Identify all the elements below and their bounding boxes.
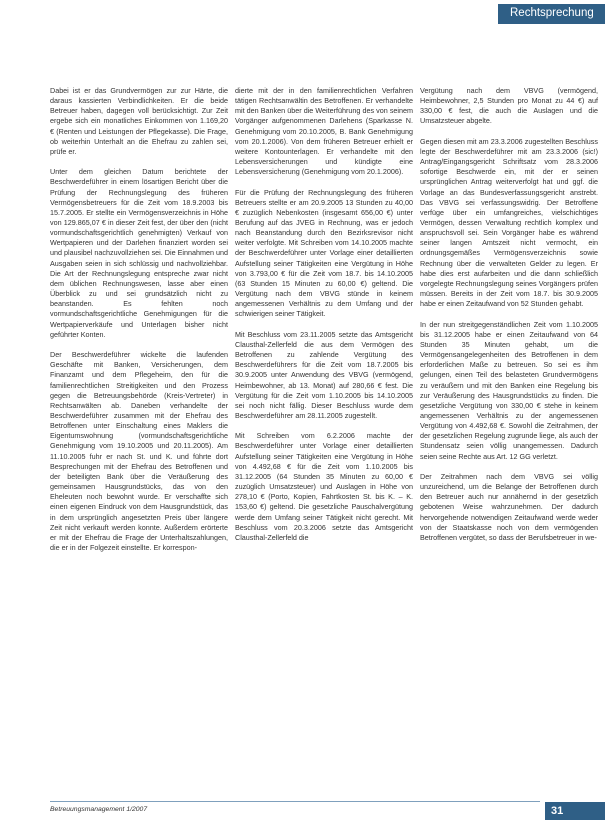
text-column-3 (420, 86, 598, 553)
text-column-1 (50, 86, 228, 563)
page-number-badge (545, 802, 605, 820)
paragraph: Vergütung nach dem VBVG (vermögend, Heimbewohner, 2,5 Stunden pro Monat zu 44 €) auf 330,00 € fest, die auch die Auslagen und die Umsatzsteuer abgelte. (420, 86, 598, 126)
paragraph: In der nun streitgegenständlichen Zeit vom 1.10.2005 bis 31.12.2005 habe er einen Zeitaufwand von 64 Stunden 35 Minuten gehabt, um die Vermögensangelegenheiten des Betroffenen in dem erforderlichen Maße zu betreuen. So sei es ihm gelungen, einen Teil des belasteten Grundvermögens zu veräußern und mit den Banken eine Regelung bis zur Veräußerung des Hausgrundstücks zu finden. Die gesetzliche Vergütung von 330,00 € stehe in keinem angemessenen Verhältnis zu der angemessenen Vergütung von 4.492,68 €. Sowohl die Zeitrahmen, der der gesetzlichen Regelung zugrunde liege, als auch der Stundensatz seien völlig unangemessen. Dadurch seien seine Rechte aus Art. 12 GG verletzt. (420, 319, 598, 461)
paragraph: Mit Beschluss vom 23.11.2005 setzte das Amtsgericht Clausthal-Zellerfeld die aus dem Vermögen des Betroffenen zu zahlende Vergütung des Beschwerdeführers für die Zeit vom 18.7.2005 bis 30.9.2005 unter Anwendung des VBVG (vermögend, Heimbewohner, ab 13. Monat) auf 280,66 € fest. Die Vergütung für die Zeit vom 1.10.2005 bis 14.10.2005 sei noch nicht fällig. Dieser Beschluss wurde dem Beschwerdeführer am 28.11.2005 zugestellt. (235, 329, 413, 420)
paragraph: Mit Schreiben vom 6.2.2006 machte der Beschwerdeführer unter Vorlage einer detaillierten Aufstellung seiner Tätigkeiten eine Vergütung in Höhe von 4.492,68 € für die Zeit vom 1.10.2005 bis 31.12.2005 (64 Stunden 35 Minuten zu 60,00 € zuzüglich Umsatzsteuer) und Auslagen in Höhe von 278,10 € (Porto, Kopien, Fahrtkosten St. bis K. – K. 153,60 €) geltend. Die gesetzliche Pauschalvergütung werde dem Umfang seiner Tätigkeit nicht gerecht. Mit Beschluss vom 20.3.2006 setzte das Amtsgericht Clausthal-Zellerfeld die (235, 431, 413, 542)
paragraph: dierte mit der in den familienrechtlichen Verfahren tätigen Rechtsanwältin des Betroffenen. Er verhandelte mit den Banken über die Weiterführung des von seinem Vorgänger aufgenommenen Darlehens (Sparkasse N. Genehmigung vom 20.10.2005, B. Bank Genehmigung vom 20.1.2006). Von dem früheren Betreuer erhielt er weitere Kontounterlagen. Er verhandelte mit den Lebensversicherungen und kündigte eine Lebensversicherung (Genehmigung vom 20.1.2006). (235, 86, 413, 177)
publication-name: Betreuungsmanagement 1/2007 (50, 806, 148, 813)
footer-divider (50, 801, 540, 802)
section-header (498, 4, 605, 24)
paragraph: Dabei ist er das Grundvermögen zur zur Härte, die daraus kassierten Verbindlichkeiten. Er die beide Betreuer haben, dagegen voll berücksichtigt. Zur Zeit ergebe sich ein monatliches Einkommen von 1.169,20 € (Renten und Leistungen der Pflegekasse). Die Frage, ob weiterhin Unterhalt an die Ehefrau zu zahlen sei, prüfe er. (50, 86, 228, 156)
page-number: 31 (551, 805, 564, 817)
paragraph: Der Zeitrahmen nach dem VBVG sei völlig unzureichend, um die Belange der Betroffenen durch den Betreuer auch nur annähernd in der gesetzlich gebotenen Weise wahrzunehmen. Der dadurch hervorgehende notwendigen Zeitaufwand werde weder von der Staatskasse noch von dem vermögenden Betroffenen vergütet, so dass der Berufsbetreuer in we- (420, 471, 598, 542)
paragraph: Unter dem gleichen Datum berichtete der Beschwerdeführer in einem lösartigen Bericht über die Prüfung der Rechnungslegung des früheren Vermögensbetreuers für die Zeit vom 18.9.2003 bis 15.7.2005. Er stellte ein Vermögensverzeichnis in Höhe von 129.865,07 € in dieser Zeit fest, der über den (nicht vormundschaftsgerichtlich genehmigten) Verkauf von Wertpapieren und der Darlehen finanziert worden sei und plausibel nachzuvollziehen sei. Die Einnahmen und Ausgaben seien in sich schlüssig und nachvollziehbar. Die Art der Rechnungslegung entspreche zwar nicht dem üblichen Rechnungswesen, lasse aber einen Überblick zu und sei grundsätzlich nicht zu beanstanden. Es fehlten noch vormundschaftsgerichtliche Genehmigungen für die Wertpapierverkäufe und Unterlagen bisher nicht geführter Konten. (50, 167, 228, 339)
text-column-2 (235, 86, 413, 553)
paragraph: Gegen diesen mit am 23.3.2006 zugestellten Beschluss legte der Beschwerdeführer mit am 23.3.2006 (sic!) Antrag/Eingangsgericht Schriftsatz vom 28.3.2006 sofortige Beschwerde ein, mit der er seinen ursprünglichen Antrag weiterverfolgt hat und ggf. die Vorlage an das Bundesverfassungsgericht anstrebt. Das VBVG sei verfassungswidrig. Der Betroffene verfüge über ein umfangreiches, vielschichtiges Vermögen, dessen Verwaltung rechtlich komplex und anspruchsvoll sei. Sein Vorgänger habe es während seiner langen Amtszeit nicht vermocht, ein ordnungsgemäßes Vermögensverzeichnis sowie Rechnung über die verwalteten Gelder zu legen. Er habe dies erst aufarbeiten und die dann schließlich vorgelegte Rechnungslegung seines Vorgängers prüfen müssen. Bereits in der Zeit vom 18.7. bis 30.9.2005 habe er einen Zeitaufwand von 52 Stunden gehabt. (420, 136, 598, 309)
paragraph: Der Beschwerdeführer wickelte die laufenden Geschäfte mit Banken, Versicherungen, dem Finanzamt und dem Pflegeheim, den für die familienrechtlichen Streitigkeiten und den Prozess gegen die Betreuungsbehörde (Kreis-Vertreter) in Rechtsanwälten ab. Daneben verhandelte der Beschwerdeführer zusammen mit der Ehefrau des Betroffenen unter Einschaltung eines Maklers die Eigentumswohnung (vormundschaftsgerichtliche Genehmigung vom 19.10.2005 und 20.11.2005). Am 11.10.2005 fuhr er nach St. und K. und führte dort Besprechungen mit der Ehefrau des Betroffenen und der beteiligten Bank über die Veräußerung des gemeinsamen Hausgrundstücks, das von den Eheleuten noch bewohnt wurde. Er verschaffte sich einen eigenen Eindruck von dem Hausgrundstück, das in dem ursprünglich angesetzten Preis über längere Zeit nicht verkauft werden konnte. Außerdem erörterte er mit der Ehefrau die Frage der Unterhaltszahlungen, die er in der Folgezeit einstellte. Er korrespon- (50, 350, 228, 552)
paragraph: Für die Prüfung der Rechnungslegung des früheren Betreuers stellte er am 20.9.2005 13 Stunden zu 40,00 € zuzüglich Nebenkosten (insgesamt 656,00 €) unter Berufung auf das JVEG in Rechnung, was er jedoch nach Beanstandung durch den Bezirksrevisor nicht weiter verfolgte. Mit Schreiben vom 14.10.2005 machte der Beschwerdeführer unter Vorlage einer detaillierten Aufstellung seiner Tätigkeiten eine Vergütung in Höhe von 3.793,00 € für die Zeit vom 18.7. bis 14.10.2005 (63 Stunden 15 Minuten zu 60,00 €) geltend. Die Vergütung nach dem VBVG stünde in keinem angemessenen Verhältnis zu dem Umfang und der schwierigen seiner Tätigkeit. (235, 187, 413, 319)
section-title: Rechtsprechung (510, 7, 594, 19)
